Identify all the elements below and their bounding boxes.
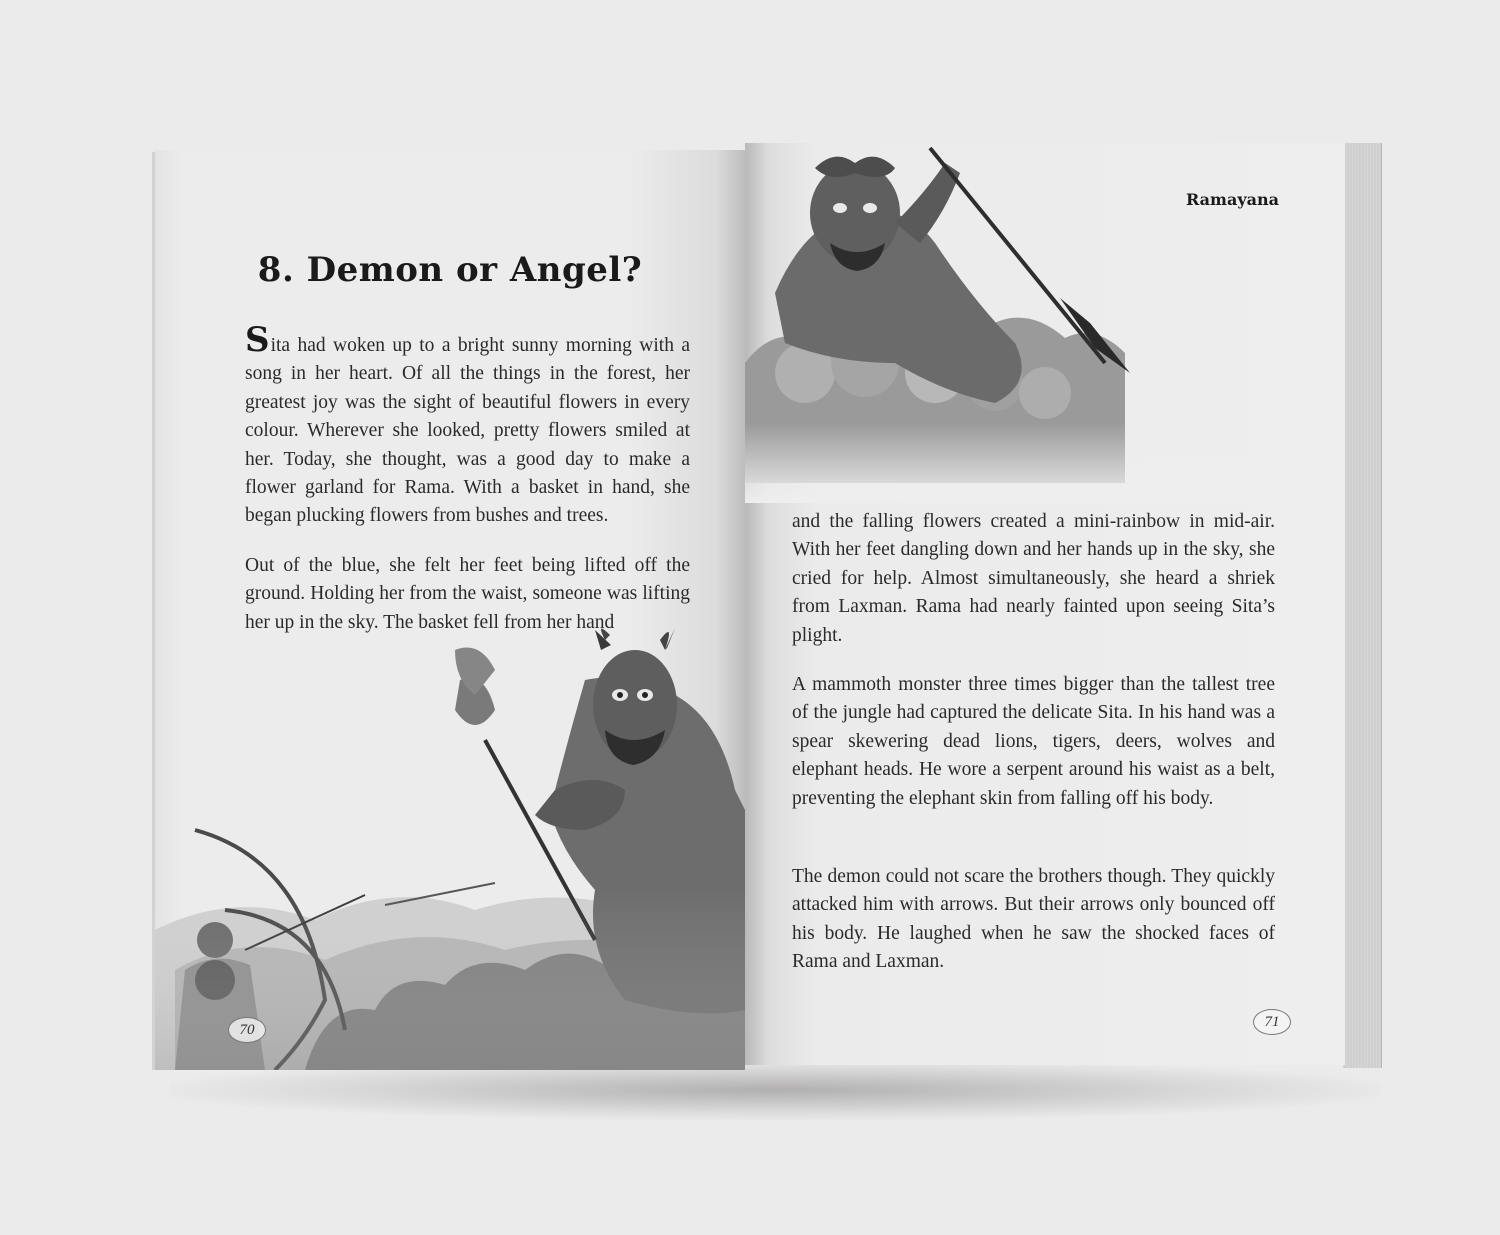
- chapter-title: 8. Demon or Angel?: [257, 250, 643, 290]
- dropcap: S: [245, 320, 270, 360]
- page-number-left: 70: [228, 1017, 266, 1043]
- right-paragraph-1: and the falling flowers created a mini-rainbow in mid-air. With her feet dangling down and her hands up in the sky, she cried for help. Almost simultaneously, she heard a shriek from Laxman. Rama had nearly fainted upon seeing Sita’s plight.: [792, 511, 1275, 646]
- page-number-right: 71: [1253, 1009, 1291, 1035]
- left-paragraph-1: [245, 320, 690, 531]
- left-page: [155, 150, 745, 1070]
- running-head: Ramayana: [1186, 190, 1279, 209]
- left-paragraph-2: Out of the blue, she felt her feet being lifted off the ground. Holding her from the waist, someone was lifting her up in the sky. The basket fell from her hand: [245, 555, 690, 633]
- left-paragraph-1-text: ita had woken up to a bright sunny morning with a song in her heart. Of all the things in the forest, her greatest joy was the sight of beautiful flowers in every colour. Wherever she looked, pretty flowers smiled at her. Today, she thought, was a good day to make a flower garland for Rama. With a basket in hand, she began plucking flowers from bushes and trees.: [245, 335, 690, 527]
- right-page: [745, 143, 1345, 1065]
- right-paragraph-3: The demon could not scare the brothers though. They quickly attacked him with arrows. But their arrows only bounced off his body. He laughed when he saw the shocked faces of Rama and Laxman.: [792, 866, 1275, 973]
- right-page-edges: [1343, 143, 1382, 1068]
- right-paragraph-2: A mammoth monster three times bigger than the tallest tree of the jungle had captured the delicate Sita. In his hand was a spear skewering dead lions, tigers, deers, wolves and elephant heads. He wore a serpent around his waist as a belt, preventing the elephant skin from falling off his body.: [792, 674, 1275, 809]
